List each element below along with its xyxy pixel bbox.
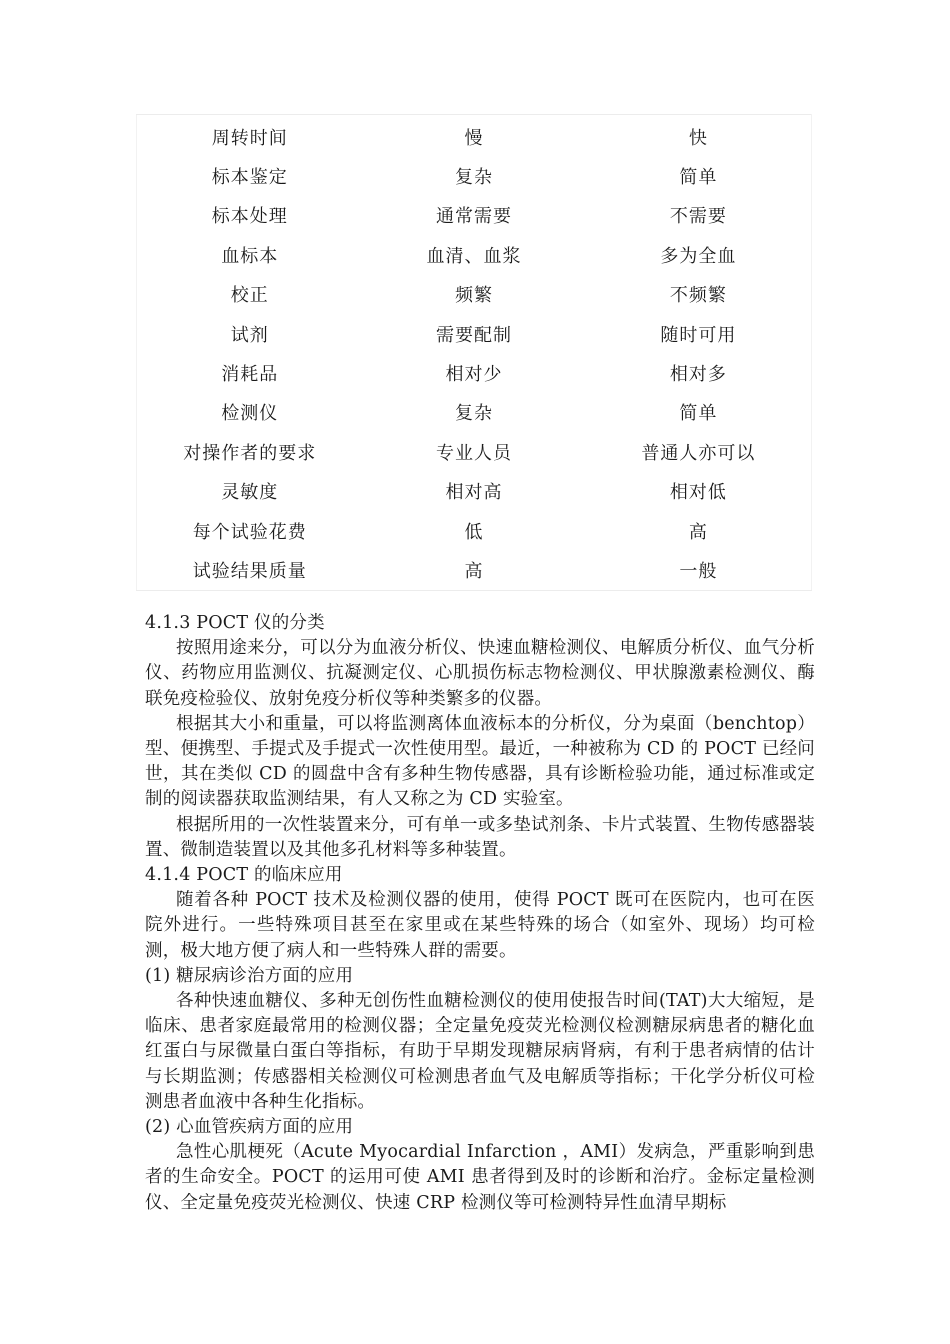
table-cell: 普通人亦可以 [641, 442, 756, 464]
table-cell: 对操作者的要求 [183, 442, 317, 464]
table-row [137, 275, 812, 314]
table-cell: 血标本 [221, 245, 279, 267]
table-cell: 频繁 [455, 285, 494, 307]
table-row [137, 314, 812, 353]
table-cell: 相对高 [445, 482, 503, 504]
paragraph: 根据其大小和重量，可以将监测离体血液标本的分析仪，分为桌面（benchtop）型、便携型、手提式及手提式一次性使用型。最近，一种被称为 CD 的 POCT 已经问世，其在类似 CD 的圆盘中含有多种生物传感器，具有诊断检验功能，通过标准或定制的阅读器获取监测结果，有人又称之为 CD 实验室。 [145, 713, 815, 810]
table-cell: 一般 [679, 560, 718, 582]
table-cell: 试验结果质量 [192, 560, 307, 582]
table-cell: 周转时间 [211, 127, 288, 149]
table-cell: 不需要 [669, 206, 727, 228]
table-cell: 灵敏度 [221, 482, 279, 504]
table-cell: 慢 [464, 127, 484, 149]
section-heading-4-1-4: 4.1.4 POCT 的临床应用 [145, 865, 343, 886]
table-row [137, 393, 812, 432]
table-row [137, 511, 812, 550]
table-row [137, 196, 812, 235]
paragraph: 急性心肌梗死（Acute Myocardial Infarction ，AMI）发病急，严重影响到患者的生命安全。POCT 的运用可使 AMI 患者得到及时的诊断和治疗。金标定量检测仪、全定量免疫荧光检测仪、快速 CRP 检测仪等可检测特异性血清早期标 [145, 1142, 815, 1213]
table-cell: 需要配制 [436, 324, 513, 346]
table-cell: 消耗品 [221, 364, 279, 386]
comparison-table-body [137, 115, 812, 591]
table-cell: 低 [464, 521, 484, 543]
table-cell: 相对少 [445, 364, 503, 386]
table-row [137, 432, 812, 471]
table-row [137, 353, 812, 392]
table-cell: 通常需要 [436, 206, 513, 228]
table-cell: 简单 [679, 167, 718, 189]
section-heading-4-1-3: 4.1.3 POCT 仪的分类 [145, 613, 325, 633]
table-row [137, 472, 812, 511]
subsection-heading-cardiovascular: (2) 心血管疾病方面的应用 [145, 1117, 354, 1138]
table-cell: 简单 [679, 403, 718, 425]
table-row [137, 156, 812, 195]
table-cell: 高 [688, 521, 708, 543]
paragraph: 随着各种 POCT 技术及检测仪器的使用，使得 POCT 既可在医院内，也可在医院外进行。一些特殊项目甚至在家里或在某些特殊的场合（如室外、现场）均可检测，极大地方便了病人和一些特殊人群的需要。 [145, 890, 815, 961]
table-cell: 复杂 [455, 167, 494, 189]
body-text [145, 611, 815, 1216]
table-cell: 高 [464, 560, 484, 582]
table-cell: 试剂 [230, 324, 269, 346]
table-cell: 相对低 [669, 482, 727, 504]
table-cell: 标本鉴定 [211, 167, 288, 189]
paragraph: 按照用途来分，可以分为血液分析仪、快速血糖检测仪、电解质分析仪、血气分析仪、药物应用监测仪、抗凝测定仪、心肌损伤标志物检测仪、甲状腺激素检测仪、酶联免疫检验仪、放射免疫分析仪等种类繁多的仪器。 [145, 638, 815, 709]
table-cell: 标本处理 [211, 206, 288, 228]
subsection-heading-diabetes: (1) 糖尿病诊治方面的应用 [145, 965, 354, 986]
paragraph: 各种快速血糖仪、多种无创伤性血糖检测仪的使用使报告时间(TAT)大大缩短，是临床、患者家庭最常用的检测仪器；全定量免疫荧光检测仪检测糖尿病患者的糖化血红蛋白与尿微量白蛋白等指标，有助于早期发现糖尿病肾病，有利于患者病情的估计与长期监测；传感器相关检测仪可检测患者血气及电解质等指标；干化学分析仪可检测患者血液中各种生化指标。 [145, 991, 815, 1112]
table-cell: 检测仪 [221, 403, 279, 425]
table-cell: 随时可用 [660, 324, 737, 346]
table-row [137, 115, 812, 157]
table-row [137, 550, 812, 590]
table-cell: 专业人员 [436, 442, 513, 464]
table-cell: 多为全血 [660, 245, 737, 267]
paragraph: 根据所用的一次性装置来分，可有单一或多垫试剂条、卡片式装置、生物传感器装置、微制造装置以及其他多孔材料等多种装置。 [145, 814, 815, 860]
table-cell: 校正 [230, 285, 269, 307]
table-cell: 血清、血浆 [426, 245, 522, 267]
table-cell: 快 [688, 127, 708, 149]
table-cell: 复杂 [455, 403, 494, 425]
table-cell: 不频繁 [669, 285, 727, 307]
table-cell: 相对多 [669, 364, 727, 386]
table-cell: 每个试验花费 [192, 521, 307, 543]
table-row [137, 235, 812, 274]
comparison-table [136, 114, 812, 591]
